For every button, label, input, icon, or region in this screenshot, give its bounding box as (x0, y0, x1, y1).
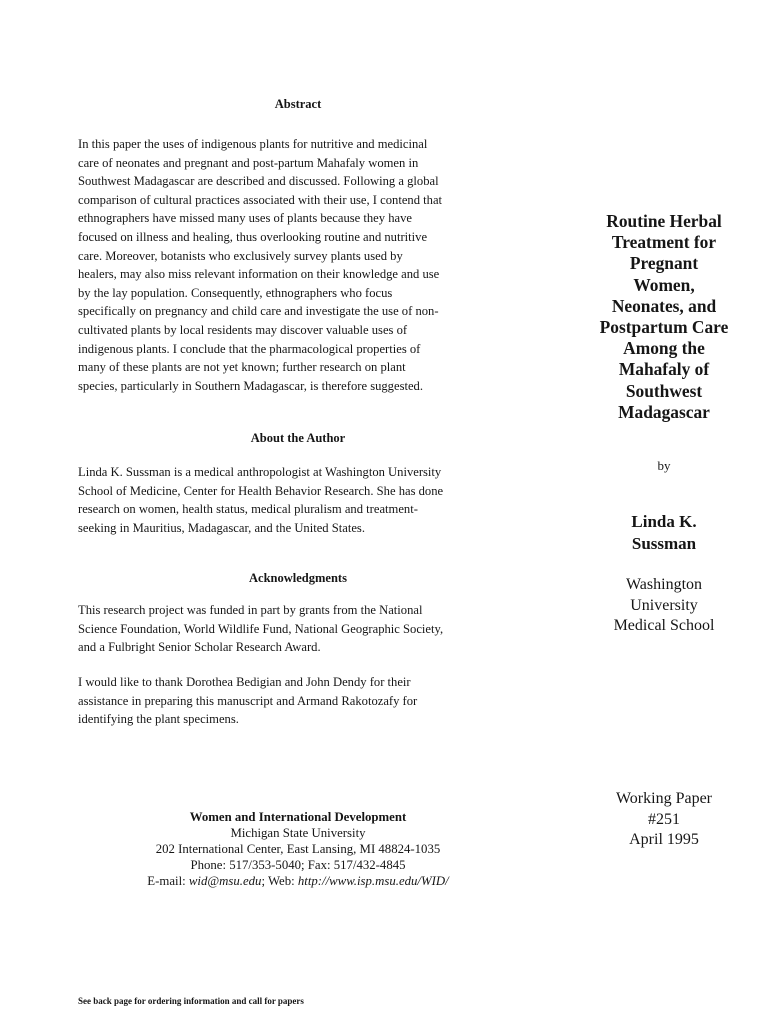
acknowledgments-paragraph-2: I would like to thank Dorothea Bedigian and John Dendy for their assistance in preparing this manuscript and Armand Rakotozafy for identifying the plant specimens. (78, 675, 418, 727)
author-affiliation: Washington University Medical School (613, 576, 715, 634)
working-paper-info: Working Paper #251 April 1995 (615, 790, 713, 848)
web-label: ; Web: (261, 874, 298, 888)
by-label: by (657, 458, 671, 473)
organization-block (98, 809, 498, 889)
organization-university: Michigan State University (230, 826, 366, 840)
about-author-text: Linda K. Sussman is a medical anthropologist at Washington University School of Medicine, Center for Health Behavior Research. She has done research on women, health status, medical pluralism and treatment- seeking in Mauritius, Madagascar, and the United States. (78, 465, 444, 535)
email-label: E-mail: (147, 874, 189, 888)
abstract-text: In this paper the uses of indigenous plants for nutritive and medicinal care of neonates and pregnant and post-partum Mahafaly women in Southwest Madagascar are described and discussed. Following a global comparison of cultural practices associated with their use, I contend that ethnographers have missed many uses of plants because they have focused on illness and healing, thus overlooking routine and nutritive care. Moreover, botanists who exclusively survey plants used by healers, may also miss relevant information on their knowledge and use by the lay population. Consequently, ethnographers who focus specifically on pregnancy and child care and investigate the use of non- cultivated plants by local residents may discover valuable uses of indigenous plants. I conclude that the pharmacological properties of many of these plants are not yet known; further research on plant species, particularly in Southern Madagascar, is therefore suggested. (78, 137, 443, 393)
abstract-heading: Abstract (274, 97, 322, 111)
acknowledgments-paragraph-1: This research project was funded in part by grants from the National Science Foundation, World Wildlife Fund, National Geographic Society, and a Fulbright Senior Scholar Research Award. (78, 603, 444, 655)
organization-address: 202 International Center, East Lansing, MI 48824-1035 (155, 842, 441, 856)
about-author-heading: About the Author (250, 431, 346, 445)
footer-note: See back page for ordering information and call for papers (78, 996, 304, 1006)
organization-phone-fax: Phone: 517/353-5040; Fax: 517/432-4845 (190, 858, 406, 872)
email-address[interactable]: wid@msu.edu (188, 874, 262, 888)
paper-title: Routine Herbal Treatment for Pregnant Women, Neonates, and Postpartum Care Among the Mahafaly of Southwest Madagascar (599, 211, 729, 422)
acknowledgments-heading: Acknowledgments (249, 571, 347, 585)
organization-name: Women and International Development (189, 810, 407, 824)
author-name: Linda K. Sussman (631, 512, 697, 553)
web-address[interactable]: http://www.isp.msu.edu/WID/ (297, 874, 449, 888)
organization-contact-line (98, 873, 498, 889)
